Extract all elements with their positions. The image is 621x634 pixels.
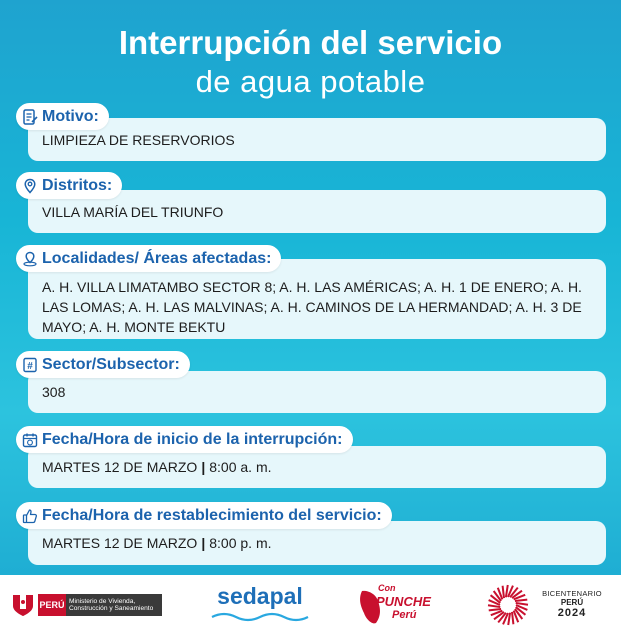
restablecimiento-time: 8:00 p. m. bbox=[209, 535, 272, 551]
hash-icon bbox=[22, 357, 38, 373]
inicio-label bbox=[16, 426, 353, 453]
inicio-date: MARTES 12 DE MARZO bbox=[42, 459, 198, 475]
calendar-clock-icon bbox=[22, 432, 38, 448]
restablecimiento-separator: | bbox=[201, 535, 206, 551]
peru-script-text: Perú bbox=[392, 609, 417, 621]
document-edit-icon bbox=[22, 109, 38, 125]
motivo-value: LIMPIEZA DE RESERVORIOS bbox=[28, 118, 606, 161]
sedapal-wave-icon bbox=[210, 611, 310, 623]
bicentenario-sunburst-icon bbox=[486, 583, 530, 627]
restablecimiento-date: MARTES 12 DE MARZO bbox=[42, 535, 198, 551]
restablecimiento-label bbox=[16, 502, 392, 529]
ministerio-logo bbox=[10, 592, 36, 623]
title-line1: Interrupción del servicio bbox=[118, 24, 503, 61]
sector-label bbox=[16, 351, 190, 378]
peru-label: PERÚ bbox=[38, 594, 66, 616]
sunburst-ray bbox=[488, 605, 500, 607]
bicentenario-label: BICENTENARIO bbox=[542, 589, 602, 598]
peru-shield-icon bbox=[10, 592, 36, 618]
motivo-label bbox=[16, 103, 109, 130]
punche-text: PUNCHE bbox=[376, 594, 431, 609]
title-line2: de agua potable bbox=[195, 64, 426, 99]
localidades-label-text: Localidades/ Áreas afectadas: bbox=[42, 249, 272, 267]
con-text: Con bbox=[378, 583, 396, 593]
sunburst-ray bbox=[503, 586, 504, 598]
footer-logos bbox=[0, 575, 621, 634]
bicentenario-logo bbox=[486, 583, 530, 632]
location-pin-icon bbox=[22, 178, 38, 194]
svg-text:#: # bbox=[27, 360, 33, 372]
con-punche-peru-logo bbox=[356, 581, 440, 629]
sedapal-logo bbox=[210, 583, 310, 623]
sunburst-ray bbox=[506, 585, 508, 597]
inicio-separator: | bbox=[201, 459, 206, 475]
sunburst-ray bbox=[515, 600, 527, 601]
inicio-label-text: Fecha/Hora de inicio de la interrupción: bbox=[42, 430, 343, 448]
bicentenario-year: 2024 bbox=[557, 607, 587, 619]
thumbs-up-icon bbox=[22, 508, 38, 524]
distritos-label bbox=[16, 172, 122, 199]
area-pin-icon bbox=[22, 251, 38, 267]
bicentenario-peru: PERÚ bbox=[560, 598, 584, 607]
inicio-time: 8:00 a. m. bbox=[209, 459, 272, 475]
motivo-label-text: Motivo: bbox=[42, 107, 99, 125]
sunburst-ray bbox=[489, 609, 501, 610]
sector-value: 308 bbox=[28, 371, 606, 413]
bicentenario-text bbox=[534, 589, 610, 619]
distritos-value: VILLA MARÍA DEL TRIUNFO bbox=[28, 190, 606, 233]
sunburst-ray bbox=[508, 613, 510, 625]
sunburst-ray bbox=[516, 603, 528, 605]
sedapal-wordmark: sedapal bbox=[217, 583, 303, 609]
sunburst-ray bbox=[512, 612, 513, 624]
restablecimiento-label-text: Fecha/Hora de restablecimiento del servicio: bbox=[42, 506, 382, 524]
ministerio-label: Ministerio de Vivienda, Construcción y Saneamiento bbox=[66, 594, 162, 616]
localidades-label bbox=[16, 245, 281, 272]
distritos-label-text: Distritos: bbox=[42, 176, 113, 194]
localidades-value: A. H. VILLA LIMATAMBO SECTOR 8; A. H. LAS AMÉRICAS; A. H. 1 DE ENERO; A. H. LAS LOMAS; A. H. LAS MALVINAS; A. H. CAMINOS DE LA HERMANDAD; A. H. 3 DE MAYO; A. H. MONTE BEKTU bbox=[28, 259, 606, 339]
sector-label-text: Sector/Subsector: bbox=[42, 355, 180, 373]
